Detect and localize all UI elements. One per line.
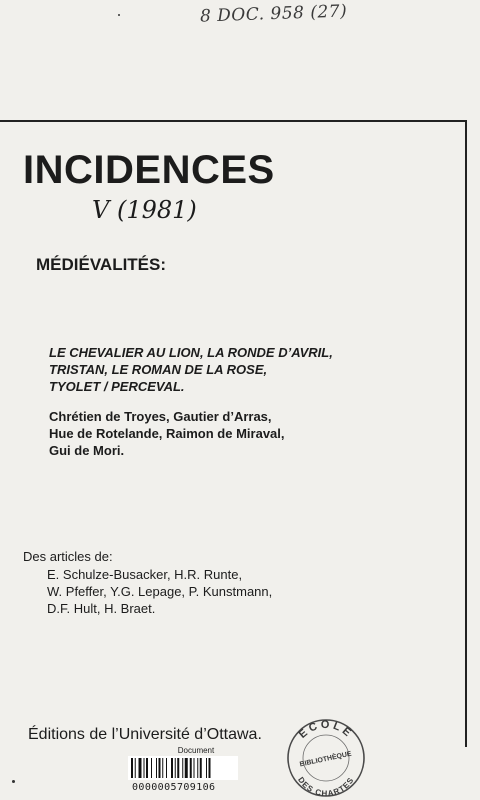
barcode-bar <box>156 758 157 778</box>
barcode-number: 0000005709106 <box>132 782 216 793</box>
authors-list <box>49 408 285 459</box>
barcode-bar <box>162 758 163 778</box>
svg-text:ECOLE <box>297 719 356 741</box>
barcode-bar <box>159 758 161 778</box>
library-stamp-icon <box>282 712 370 800</box>
barcode-label: Document <box>177 746 215 755</box>
authors-line: Gui de Mori. <box>49 443 125 458</box>
stamp-middle-text: BIBLIOTHÈQUE <box>299 750 353 769</box>
barcode-bar <box>175 758 176 778</box>
barcode-bar <box>206 758 207 778</box>
barcode-bar <box>146 758 148 778</box>
articles-label: Des articles de: <box>23 549 113 564</box>
ink-speck <box>12 780 15 783</box>
barcode-bar <box>190 758 192 778</box>
barcode-bar <box>131 758 133 778</box>
contributors-line: D.F. Hult, H. Braet. <box>47 601 156 616</box>
barcode-bar <box>135 758 136 778</box>
barcode-bar <box>182 758 183 778</box>
publisher-line: Éditions de l’Université d’Ottawa. <box>28 726 262 743</box>
barcode-bar <box>194 758 195 778</box>
barcode-bar <box>151 758 152 778</box>
volume-annotation: V (1981) <box>92 196 197 224</box>
contributors-line: E. Schulze-Busacker, H.R. Runte, <box>47 567 243 582</box>
contributors-line: W. Pfeffer, Y.G. Lepage, P. Kunstmann, <box>47 584 273 599</box>
barcode-bar <box>144 758 145 778</box>
stamp-top-text: ECOLE <box>296 718 356 741</box>
works-line: LE CHEVALIER AU LION, LA RONDE D’AVRIL, <box>49 345 333 360</box>
barcode-bar <box>197 758 198 778</box>
issue-subtitle: MÉDIÉVALITÉS: <box>36 255 167 274</box>
authors-line: Hue de Rotelande, Raimon de Miraval, <box>49 426 285 441</box>
authors-line: Chrétien de Troyes, Gautier d’Arras, <box>49 409 272 424</box>
barcode-bar <box>177 758 179 778</box>
barcode-bar <box>166 758 167 778</box>
barcode-icon <box>128 756 238 780</box>
barcode-bar <box>139 758 142 778</box>
svg-text:DES CHARTES <box>296 775 356 798</box>
barcode-bar <box>209 758 211 778</box>
barcode-bar <box>185 758 188 778</box>
barcode-bar <box>171 758 173 778</box>
contributors-list <box>47 566 272 617</box>
journal-title: INCIDENCES <box>23 148 275 192</box>
works-line: TYOLET / PERCEVAL. <box>49 379 185 394</box>
ink-speck <box>118 14 120 16</box>
stamp-bottom-text: DES CHARTES <box>296 775 356 799</box>
barcode-bar <box>200 758 202 778</box>
works-line: TRISTAN, LE ROMAN DE LA ROSE, <box>49 362 268 377</box>
handwritten-shelfmark: 8 DOC. 958 (27) <box>199 1 348 27</box>
works-list <box>49 344 333 395</box>
